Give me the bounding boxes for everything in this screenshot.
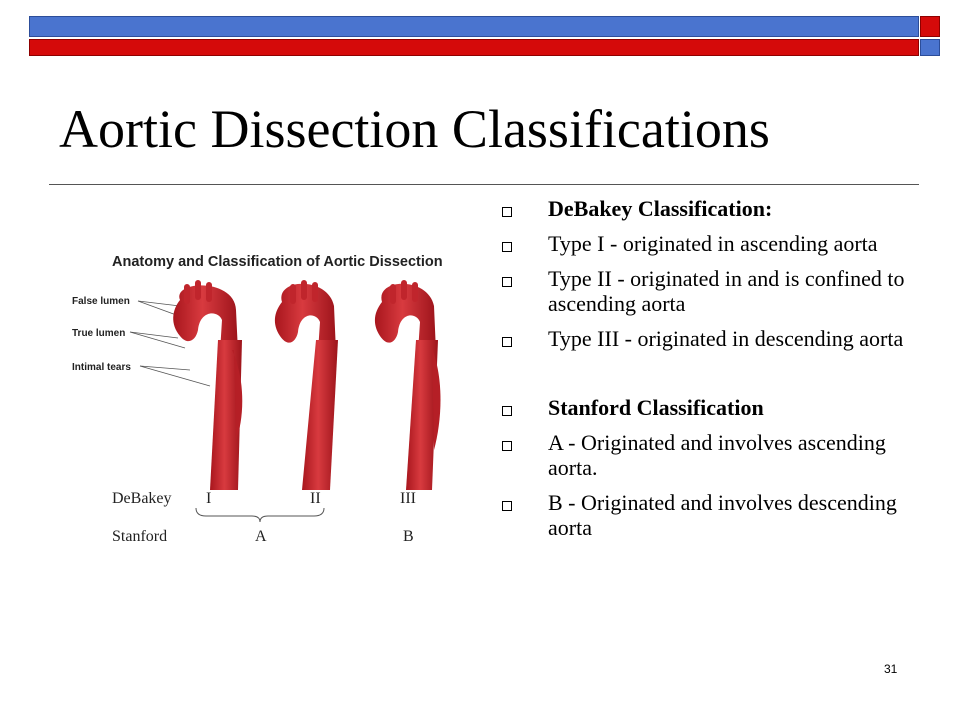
bullet-text: A - Originated and involves ascending aorta. — [548, 430, 886, 480]
title-divider — [49, 184, 919, 185]
label-intimal-tears: Intimal tears — [72, 362, 131, 373]
square-bullet-icon — [502, 406, 512, 416]
bullet-item — [496, 395, 916, 420]
debakey-type-1: I — [206, 490, 212, 507]
debakey-type-2: II — [310, 490, 321, 507]
stanford-type-a: A — [255, 528, 267, 545]
square-bullet-icon — [502, 242, 512, 252]
figure-title: Anatomy and Classification of Aortic Dissection — [112, 254, 443, 270]
bullet-text: B - Originated and involves descending aorta — [548, 490, 897, 540]
bullet-item — [496, 490, 916, 540]
square-bullet-icon — [502, 441, 512, 451]
label-true-lumen: True lumen — [72, 328, 126, 339]
square-bullet-icon — [502, 277, 512, 287]
square-bullet-icon — [502, 337, 512, 347]
slide-number: 31 — [884, 662, 898, 676]
stanford-a-bracket — [196, 508, 324, 522]
square-bullet-icon — [502, 207, 512, 217]
bullet-text: Type I - originated in ascending aorta — [548, 231, 878, 256]
row-label-debakey: DeBakey — [112, 490, 172, 507]
bullet-text: DeBakey Classification: — [548, 196, 773, 221]
bullet-item — [496, 326, 916, 351]
header-corner-blue — [920, 39, 940, 56]
bullet-list — [496, 196, 916, 540]
bullet-text: Type II - originated in and is confined to ascending aorta — [548, 266, 905, 316]
bullet-item — [496, 196, 916, 221]
debakey-type-3: III — [400, 490, 416, 507]
bullet-item — [496, 231, 916, 256]
aorta-illustration — [60, 240, 480, 560]
slide-title: Aortic Dissection Classifications — [59, 99, 770, 159]
row-label-stanford: Stanford — [112, 528, 168, 545]
square-bullet-icon — [502, 501, 512, 511]
aorta-type-2 — [275, 280, 338, 490]
bullet-text: Stanford Classification — [548, 395, 764, 420]
bullet-item — [496, 266, 916, 316]
stanford-type-b: B — [403, 528, 414, 545]
bullet-text: Type III - originated in descending aorta — [548, 326, 904, 351]
aorta-type-3 — [375, 280, 441, 490]
header-corner-red — [920, 16, 940, 37]
header-bar-blue — [29, 16, 919, 37]
aortic-dissection-figure — [60, 240, 480, 560]
header-bar-red — [29, 39, 919, 56]
label-false-lumen: False lumen — [72, 296, 130, 307]
bullet-item — [496, 430, 916, 480]
